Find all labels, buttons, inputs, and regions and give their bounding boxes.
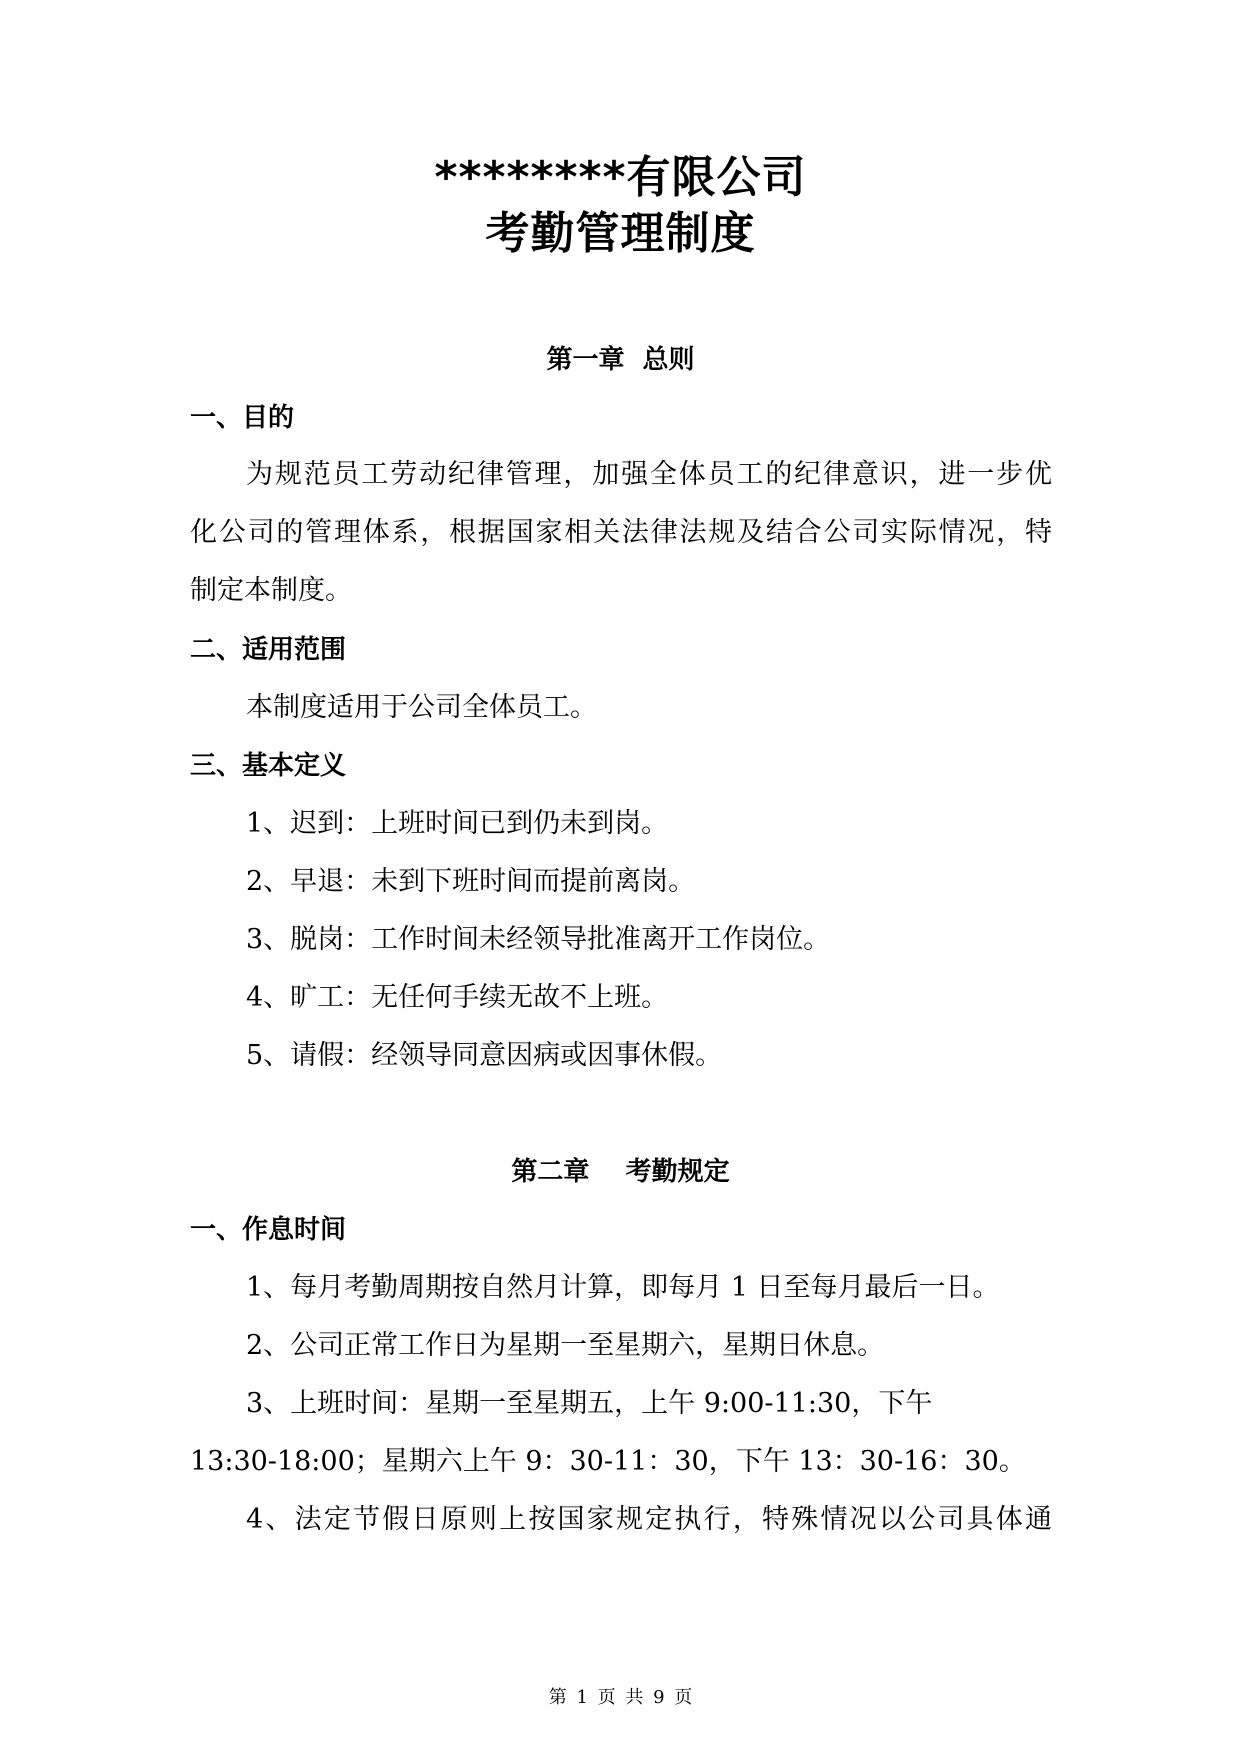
list-item: 4、法定节假日原则上按国家规定执行，特殊情况以公司具体通 [246, 1504, 1052, 1535]
list-item: 4、旷工：无任何手续无故不上班。 [246, 982, 669, 1013]
paragraph-line: 本制度适用于公司全体员工。 [246, 692, 597, 723]
paragraph-line: 为规范员工劳动纪律管理，加强全体员工的纪律意识，进一步优 [246, 459, 1052, 490]
paragraph-line: 制定本制度。 [190, 575, 352, 606]
list-item-continuation: 13:30-18:00；星期六上午 9：30-11：30，下午 13：30-16：30。 [190, 1446, 1026, 1477]
document-title-company: ********有限公司 [434, 152, 807, 203]
section-heading-definitions: 三、基本定义 [190, 751, 347, 781]
list-item: 5、请假：经领导同意因病或因事休假。 [246, 1040, 723, 1071]
list-item: 3、脱岗：工作时间未经领导批准离开工作岗位。 [246, 924, 831, 955]
section-heading-purpose: 一、目的 [190, 403, 295, 433]
document-title-policy: 考勤管理制度 [485, 208, 756, 259]
section-heading-scope: 二、适用范围 [190, 635, 347, 665]
list-item: 2、早退：未到下班时间而提前离岗。 [246, 866, 696, 897]
paragraph-line: 化公司的管理体系，根据国家相关法律法规及结合公司实际情况，特 [190, 517, 1052, 548]
list-item: 1、迟到：上班时间已到仍未到岗。 [246, 808, 669, 839]
list-item: 2、公司正常工作日为星期一至星期六，星期日休息。 [246, 1330, 885, 1361]
chapter-1-title: 第一章 总则 [546, 345, 695, 375]
list-item: 1、每月考勤周期按自然月计算，即每月 1 日至每月最后一日。 [246, 1272, 1000, 1303]
page-number-footer: 第 1 页 共 9 页 [548, 1687, 693, 1708]
list-item: 3、上班时间：星期一至星期五，上午 9:00-11:30，下午 [246, 1388, 933, 1419]
chapter-2-title: 第二章 考勤规定 [511, 1157, 730, 1187]
section-heading-work-hours: 一、作息时间 [190, 1215, 347, 1245]
